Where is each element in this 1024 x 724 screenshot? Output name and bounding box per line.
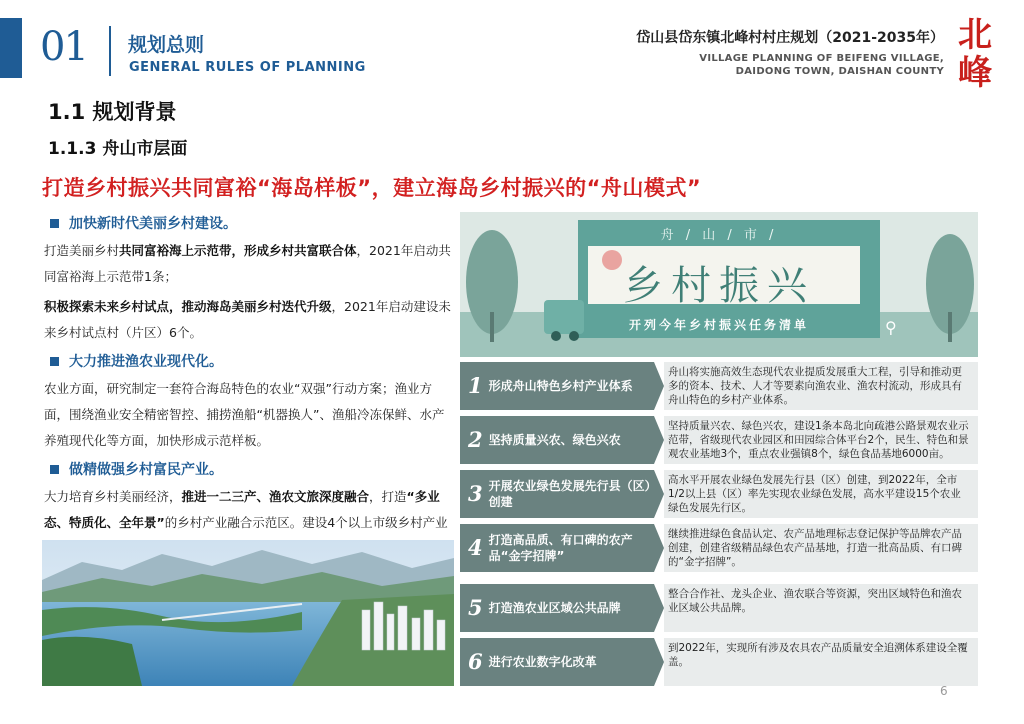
paragraph-2-tail: ，2021年启动建设未来乡村试点村（片区）6个。 xyxy=(44,299,451,340)
task-item xyxy=(460,524,978,572)
bullet-heading-3-text: 做精做强乡村富民产业。 xyxy=(69,462,223,478)
arrow-right-icon xyxy=(654,638,664,686)
task-item-title: 开展农业绿色发展先行县（区）创建 xyxy=(488,479,651,509)
poster-top-text: 舟 / 山 / 市 / xyxy=(660,228,778,243)
task-item-title: 打造高品质、有口碑的农产品“金字招牌” xyxy=(488,533,633,563)
project-title-en-line1: VILLAGE PLANNING OF BEIFENG VILLAGE, xyxy=(699,53,944,64)
bullet-heading-1 xyxy=(44,212,454,234)
paragraph-4-bold-2: “多业态、特质化、全年景” xyxy=(44,489,440,530)
task-item-label xyxy=(460,638,654,686)
task-item-description: 整合合作社、龙头企业、渔农联合等资源，突出区域特色和渔农业区域公共品牌。 xyxy=(664,584,978,632)
task-item-label xyxy=(460,362,654,410)
project-title-en xyxy=(699,52,944,78)
chapter-title-en: GENERAL RULES OF PLANNING xyxy=(129,60,366,75)
task-item-title: 坚持质量兴农、绿色兴农 xyxy=(488,433,621,447)
task-item-number: 1 xyxy=(468,373,483,398)
paragraph-2-bold: 积极探索未来乡村试点，推动海岛美丽乡村迭代升级 xyxy=(44,299,332,314)
arrow-right-icon xyxy=(654,416,664,464)
page-number: 6 xyxy=(940,684,948,698)
task-item-description: 坚持质量兴农、绿色兴农，建设1条本岛北向疏港公路景观农业示范带，省级现代农业园区和田园综合体平台2个，民生、特色和景观农业基地3个，重点农业强镇8个，绿色食品基地6000亩。 xyxy=(664,416,978,464)
task-item-label xyxy=(460,584,654,632)
task-item-title: 打造渔农业区域公共品牌 xyxy=(488,601,621,615)
task-item-description: 继续推进绿色食品认定、农产品地理标志登记保护等品牌农产品创建，创建省级精品绿色农产品基地，打造一批高品质、有口碑的“金字招牌”。 xyxy=(664,524,978,572)
chapter-number: 01 xyxy=(40,24,87,70)
poster-bike-icon: ⚲ xyxy=(885,318,897,337)
task-item xyxy=(460,470,978,518)
task-item-label xyxy=(460,416,654,464)
section-title: 1.1 规划背景 xyxy=(48,100,177,124)
task-item-description: 舟山将实施高效生态现代农业提质发展重大工程，引导和推动更多的资本、技术、人才等要素向渔农业、渔农村流动，形成具有舟山特色的乡村产业体系。 xyxy=(664,362,978,410)
bullet-heading-1-text: 加快新时代美丽乡村建设。 xyxy=(69,216,237,232)
project-title-cn: 岱山县岱东镇北峰村村庄规划（2021-2035年） xyxy=(636,30,944,46)
arrow-right-icon xyxy=(654,362,664,410)
task-item-number: 2 xyxy=(468,427,483,452)
bullet-heading-3 xyxy=(44,458,454,480)
left-column xyxy=(44,212,454,566)
paragraph-3: 农业方面，研究制定一套符合海岛特色的农业“双强”行动方案；渔业方面，围绕渔业安全精密智控、捕捞渔船“机器换人”、渔船冷冻保鲜、水产养殖现代化等方面，加快形成示范样板。 xyxy=(44,381,445,448)
paragraph-1-text: 打造美丽乡村 xyxy=(44,243,120,258)
arrow-right-icon xyxy=(654,524,664,572)
task-item-title: 进行农业数字化改革 xyxy=(488,655,597,669)
paragraph-2 xyxy=(44,294,454,346)
paragraph-4-text: 大力培育乡村美丽经济， xyxy=(44,489,182,504)
task-item xyxy=(460,584,978,632)
task-item-label xyxy=(460,470,654,518)
bullet-heading-2-text: 大力推进渔农业现代化。 xyxy=(69,354,223,370)
poster-bottom-text: 开列今年乡村振兴任务清单 xyxy=(628,318,809,332)
task-item-description: 到2022年，实现所有涉及农具农产品质量安全追溯体系建设全覆盖。 xyxy=(664,638,978,686)
headline: 打造乡村振兴共同富裕“海岛样板”，建立海岛乡村振兴的“舟山模式” xyxy=(42,176,702,200)
bullet-square-icon xyxy=(50,219,59,228)
arrow-right-icon xyxy=(654,470,664,518)
task-item-number: 6 xyxy=(468,649,483,674)
bullet-heading-2 xyxy=(44,350,454,372)
task-item xyxy=(460,416,978,464)
header-accent-block xyxy=(0,18,22,78)
bullet-square-icon xyxy=(50,357,59,366)
header-divider xyxy=(109,26,111,76)
rural-revitalization-poster xyxy=(460,212,978,357)
task-item-number: 4 xyxy=(468,535,483,560)
paragraph-4-tail: 的乡村产业融合示范区。建设4个以上市级乡村产业 xyxy=(164,515,448,530)
task-item-description: 高水平开展农业绿色发展先行县（区）创建，到2022年，全市1/2以上县（区）率先实现农业绿色发展，高水平建设15个农业绿色发展先行区。 xyxy=(664,470,978,518)
paragraph-1-bold: 共同富裕海上示范带，形成乡村共富联合体 xyxy=(119,243,357,258)
task-item xyxy=(460,638,978,686)
island-landscape-photo xyxy=(42,540,454,686)
paragraph-4-mid: ，打造 xyxy=(369,489,407,504)
bullet-square-icon xyxy=(50,465,59,474)
task-item-label xyxy=(460,524,654,572)
task-item-title: 形成舟山特色乡村产业体系 xyxy=(488,379,633,393)
chapter-title-cn: 规划总则 xyxy=(128,34,205,56)
subsection-title: 1.1.3 舟山市层面 xyxy=(48,139,188,159)
paragraph-1-tail: ，2021年启动共同富裕海上示范带1条； xyxy=(44,243,451,284)
poster-main-text: 乡村振兴 xyxy=(623,263,815,309)
arrow-right-icon xyxy=(654,584,664,632)
paragraph-4-bold-1: 推进一二三产、渔农文旅深度融合 xyxy=(181,489,370,504)
task-item xyxy=(460,362,978,410)
task-item-number: 3 xyxy=(468,481,483,506)
paragraph-1 xyxy=(44,238,454,290)
project-title-en-line2: DAIDONG TOWN, DAISHAN COUNTY xyxy=(735,66,944,77)
village-logo: 北峰 xyxy=(958,15,992,93)
task-item-number: 5 xyxy=(468,595,483,620)
